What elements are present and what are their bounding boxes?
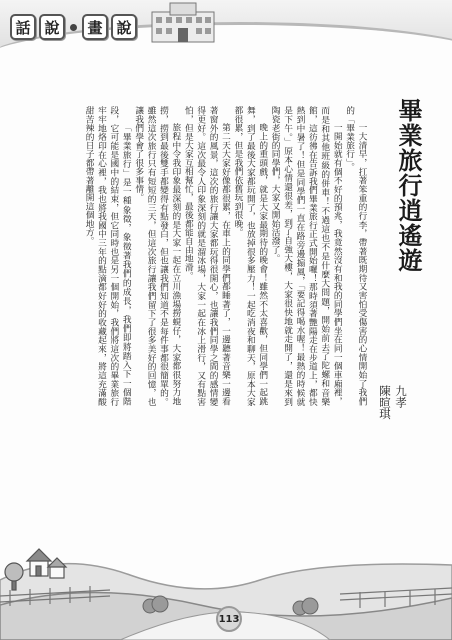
paragraph: 「畢業旅行」是一種象徵，象徵著我們的成長，我們即將踏入下一個階段，它可能是國中的結束，但它同時也是另一個開始，我們將這次的畢業旅行牢牢地烙印在心裡，我也將我國中三年的點滴都好好的收藏起來，將這充滿酸甜苦辣的日子都帶著離開這個地方。 [84,106,132,406]
author-class: 九孝 [394,385,408,408]
logo-char-4: 說 [111,14,137,40]
article-body [84,106,368,406]
author-byline [377,385,409,420]
paragraph: 第二天大家好像都很累，在車上的同學們都睡著了，一邊聽著音樂一邊看著窗外的風景，這次的旅行讓大家都玩得很開心，也讓我們同學之間的感情變得更好。這次最令人印象深刻的就是溜冰場，大家一起在冰上滑行，又有點害怕，但是大家互相幫忙，最後都能自由地滑。 [183,106,231,406]
school-building-illustration [148,0,218,46]
page-number: 113 [216,606,242,632]
paragraph: 晚上的重頭戲，就是大家最期待的晚會！雖然不太喜歡，但同學們一起跳舞，到了最後大家都玩開了，也放掉很多壓力！一起吃消夜和聊天，原本大家都很累，但是我們依舊玩到很晚。 [232,106,268,406]
author-name: 陳暄琪 [378,385,392,420]
section-logo [10,14,137,40]
paragraph: 旅程中令我印象最深刻的是大家一起在立川漁場撈蜆仔，大家都很努力地撈，撈到最後雙手都變得有點發白，但也讓我們知道不是每件事都很簡單的。雖然這次旅行只有短短的三天，但這次旅行讓我們留下了很多美好的回憶，也讓我們學會了很多事情。 [133,106,181,406]
logo-char-2: 說 [39,14,65,40]
paragraph: 一開始就有個不好的預兆，我竟然沒有和我的同學們坐在同一個車廂裡，而是和其他班級的併車！不過這也不是什麼大問題，開始前去了陀螺和音樂館，這彷彿在告訴我們畢業旅行正式開始囉！那時須著艷陽走在步道上，都快熱到中暑了！但是同學們一直在路旁邊搧風，「要記得喝水喔！最熱的時候就是下午。」原本心情還很差，到了自強大樓，大家很快地就走開了，還是來到陶瓷老街的同學們，大家又開始活潑了。 [270,106,343,406]
logo-char-1: 話 [10,14,36,40]
article-title: 畢業旅行逍遙遊 [394,98,423,273]
logo-char-3: 畫 [82,14,108,40]
logo-dot [70,24,77,31]
paragraph: 一大清早，扛著笨重的行李，帶著既期待又害怕受傷害的心情開始了我們的「畢業旅行」。 [344,106,367,406]
